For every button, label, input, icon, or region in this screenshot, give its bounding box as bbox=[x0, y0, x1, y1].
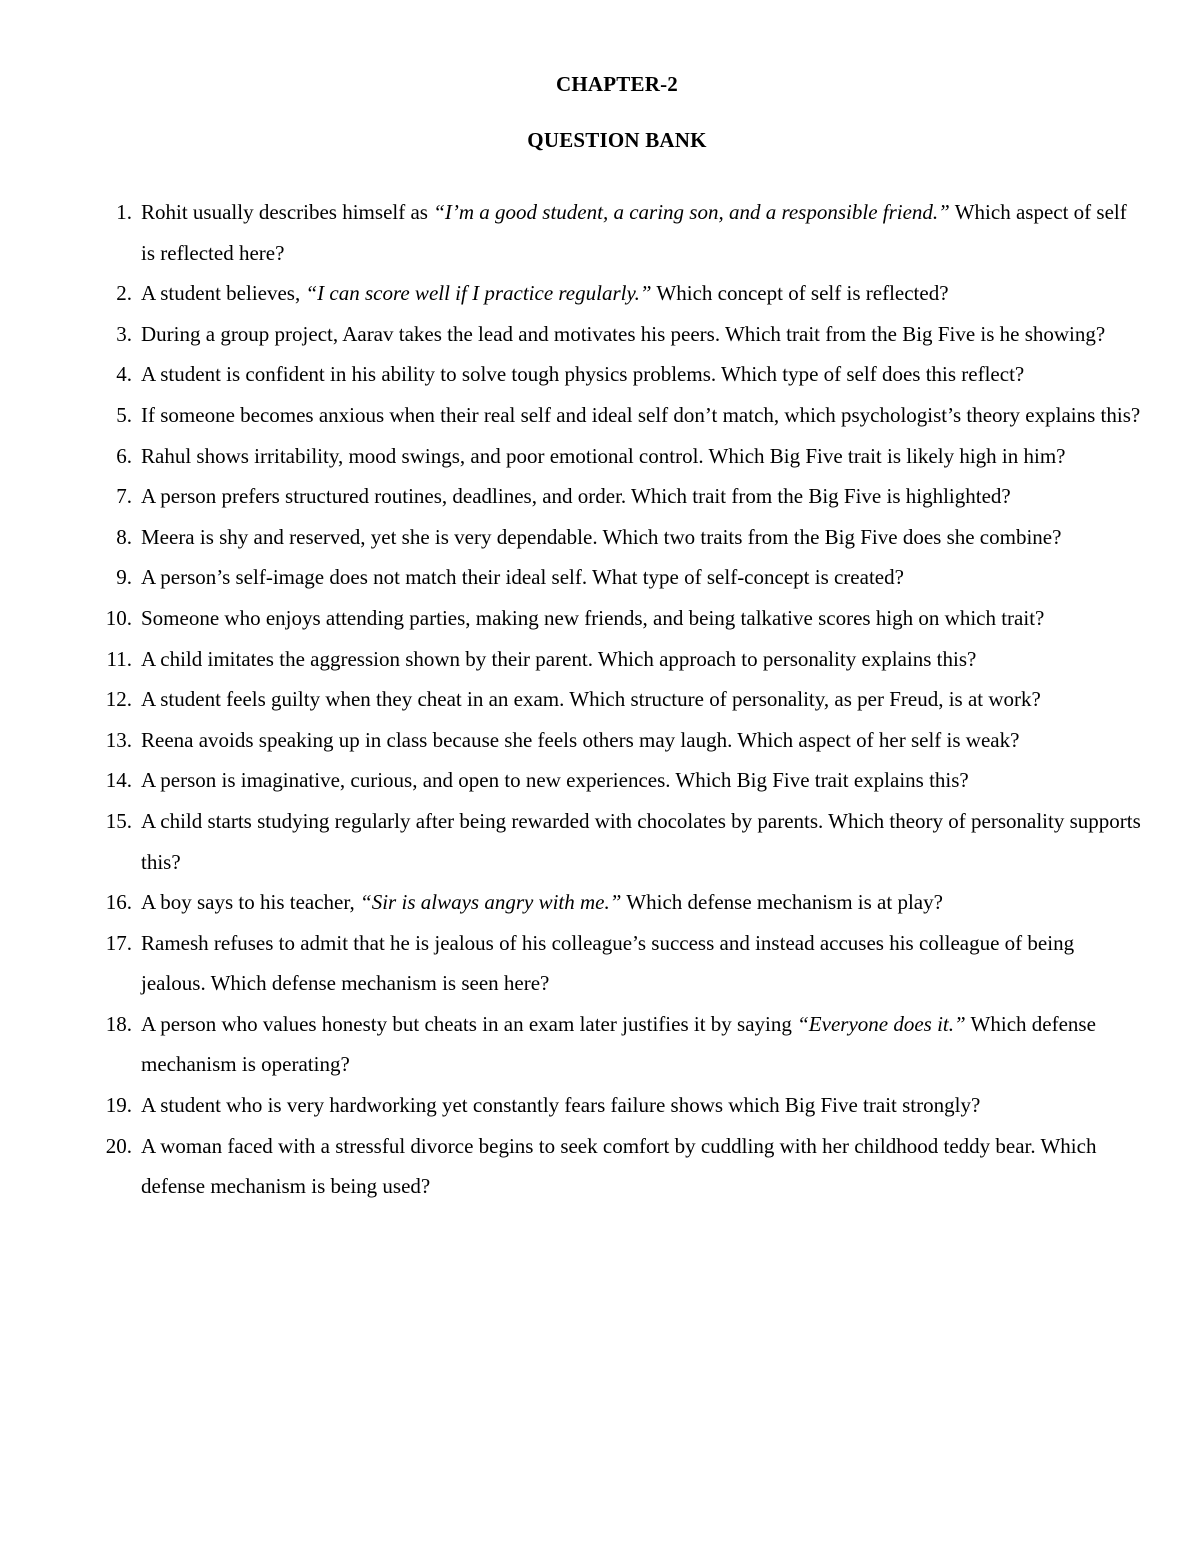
question-text-segment: During a group project, Aarav takes the lead and motivates his peers. Which trait from the Big Five is he showing? bbox=[141, 321, 1106, 346]
question-text bbox=[141, 890, 943, 914]
question-number: 12. bbox=[105, 687, 132, 712]
question-number: 7. bbox=[116, 484, 132, 509]
question-text-segment: A child imitates the aggression shown by their parent. Which approach to personality explains this? bbox=[141, 646, 977, 671]
question-item bbox=[92, 273, 1142, 314]
question-number: 18. bbox=[105, 1011, 132, 1036]
question-number: 8. bbox=[116, 524, 132, 549]
question-text-segment: Someone who enjoys attending parties, making new friends, and being talkative scores high on which trait? bbox=[141, 605, 1045, 630]
question-number: 17. bbox=[105, 930, 132, 955]
question-text-segment: A student who is very hardworking yet constantly fears failure shows which Big Five trait strongly? bbox=[141, 1093, 981, 1118]
question-number: 3. bbox=[116, 321, 132, 346]
question-text bbox=[141, 606, 1044, 630]
question-item bbox=[92, 476, 1142, 517]
question-item bbox=[92, 436, 1142, 477]
question-text-segment: Ramesh refuses to admit that he is jealous of his colleague’s success and instead accuses his colleague of being jealous. Which defense mechanism is seen here? bbox=[141, 930, 1075, 996]
question-text bbox=[141, 647, 976, 671]
question-text bbox=[141, 281, 949, 305]
question-text-segment: Rahul shows irritability, mood swings, and poor emotional control. Which Big Five trait is likely high in him? bbox=[141, 443, 1066, 468]
question-text-segment: Which defense mechanism is at play? bbox=[621, 890, 943, 915]
question-text-segment: A boy says to his teacher, bbox=[141, 890, 361, 915]
question-text-segment: A person who values honesty but cheats in an exam later justifies it by saying bbox=[141, 1011, 798, 1036]
question-text bbox=[141, 1134, 1096, 1199]
question-text bbox=[141, 931, 1074, 996]
question-text bbox=[141, 1093, 980, 1117]
question-text bbox=[141, 728, 1019, 752]
question-text-segment: A child starts studying regularly after being rewarded with chocolates by parents. Which theory of personality supports this? bbox=[141, 808, 1141, 874]
section-title: QUESTION BANK bbox=[527, 128, 707, 152]
question-text bbox=[141, 484, 1011, 508]
question-number: 13. bbox=[105, 727, 132, 752]
question-text bbox=[141, 403, 1140, 427]
quoted-text: “I can score well if I practice regularly.” bbox=[305, 281, 652, 306]
question-item bbox=[92, 314, 1142, 355]
question-text-segment: If someone becomes anxious when their real self and ideal self don’t match, which psychologist’s theory explains this? bbox=[141, 402, 1141, 427]
question-text-segment: Reena avoids speaking up in class because she feels others may laugh. Which aspect of her self is weak? bbox=[141, 727, 1020, 752]
quoted-text: “Sir is always angry with me.” bbox=[360, 890, 622, 915]
question-list bbox=[92, 192, 1142, 1207]
question-text bbox=[141, 809, 1141, 874]
question-item bbox=[92, 517, 1142, 558]
question-number: 14. bbox=[105, 768, 132, 793]
question-text-segment: A person prefers structured routines, deadlines, and order. Which trait from the Big Five is highlighted? bbox=[141, 484, 1011, 509]
question-text-segment: A student feels guilty when they cheat in an exam. Which structure of personality, as per Freud, is at work? bbox=[141, 687, 1041, 712]
question-text-segment: A student is confident in his ability to solve tough physics problems. Which type of self does this reflect? bbox=[141, 362, 1025, 387]
question-number: 2. bbox=[116, 281, 132, 306]
question-number: 4. bbox=[116, 362, 132, 387]
question-number: 11. bbox=[106, 646, 132, 671]
question-item bbox=[92, 598, 1142, 639]
quoted-text: “Everyone does it.” bbox=[797, 1011, 966, 1036]
question-item bbox=[92, 679, 1142, 720]
question-item bbox=[92, 639, 1142, 680]
question-text-segment: A woman faced with a stressful divorce begins to seek comfort by cuddling with her childhood teddy bear. Which defense mechanism is being used? bbox=[141, 1133, 1097, 1199]
question-number: 5. bbox=[116, 402, 132, 427]
question-item bbox=[92, 1126, 1142, 1207]
question-item bbox=[92, 760, 1142, 801]
question-text bbox=[141, 444, 1066, 468]
question-text-segment: Which concept of self is reflected? bbox=[651, 281, 949, 306]
question-number: 9. bbox=[116, 565, 132, 590]
question-text bbox=[141, 768, 969, 792]
question-text-segment: A person’s self-image does not match their ideal self. What type of self-concept is created? bbox=[141, 565, 904, 590]
question-text-segment: Rohit usually describes himself as bbox=[141, 200, 434, 224]
question-text bbox=[141, 322, 1105, 346]
question-text-segment: Which aspect of self is reflected here? bbox=[141, 200, 1127, 265]
question-text-segment: Meera is shy and reserved, yet she is very dependable. Which two traits from the Big Five does she combine? bbox=[141, 524, 1062, 549]
question-item bbox=[92, 720, 1142, 761]
question-item bbox=[92, 1085, 1142, 1126]
question-text bbox=[141, 362, 1024, 386]
question-number: 10. bbox=[105, 605, 132, 630]
question-number: 20. bbox=[105, 1133, 132, 1158]
question-text-segment: A student believes, bbox=[141, 281, 306, 306]
question-item bbox=[92, 1004, 1142, 1085]
question-text bbox=[141, 200, 1127, 265]
question-number: 16. bbox=[105, 890, 132, 915]
question-text bbox=[141, 525, 1061, 549]
question-item bbox=[92, 395, 1142, 436]
question-number: 19. bbox=[105, 1093, 132, 1118]
question-text bbox=[141, 565, 904, 589]
question-text-segment: A person is imaginative, curious, and open to new experiences. Which Big Five trait explains this? bbox=[141, 768, 969, 793]
question-item bbox=[92, 882, 1142, 923]
question-item bbox=[92, 192, 1142, 273]
question-item bbox=[92, 354, 1142, 395]
question-number: 1. bbox=[116, 200, 132, 224]
question-item bbox=[92, 557, 1142, 598]
question-text bbox=[141, 1012, 1096, 1077]
question-item bbox=[92, 923, 1142, 1004]
chapter-title: CHAPTER-2 bbox=[556, 72, 678, 96]
question-number: 15. bbox=[105, 808, 132, 833]
question-number: 6. bbox=[116, 443, 132, 468]
quoted-text: “I’m a good student, a caring son, and a responsible friend.” bbox=[433, 200, 950, 224]
question-item bbox=[92, 801, 1142, 882]
question-text bbox=[141, 687, 1041, 711]
question-text-segment: Which defense mechanism is operating? bbox=[141, 1011, 1096, 1077]
